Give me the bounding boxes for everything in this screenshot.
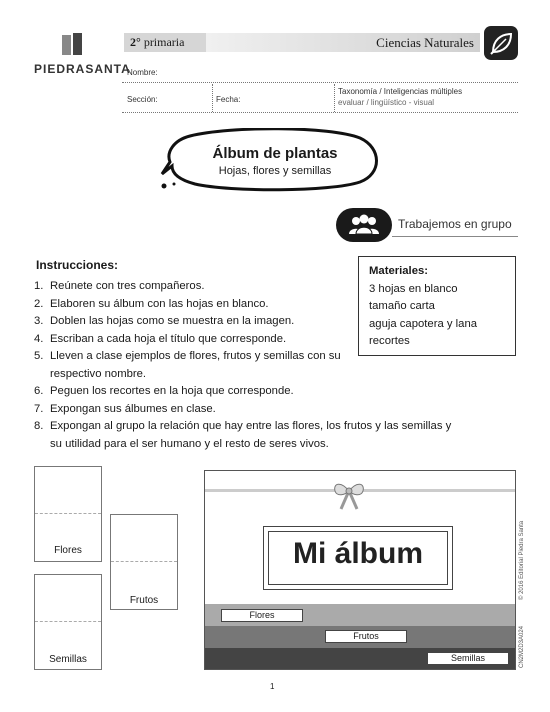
grade-number: 2° bbox=[130, 35, 141, 49]
album-tab-flores: Flores bbox=[221, 609, 303, 622]
instruction-step: 5. Lleven a clase ejemplos de flores, frutos y semillas con su respectivo nombre. bbox=[34, 350, 341, 380]
fold-line bbox=[35, 621, 101, 622]
album-title: Mi álbum bbox=[292, 537, 423, 570]
section-label: Sección: bbox=[127, 95, 158, 104]
bow-icon bbox=[331, 475, 367, 511]
fold-line bbox=[111, 561, 177, 562]
sheet-label: Flores bbox=[54, 545, 82, 556]
publisher-name: PIEDRASANTA bbox=[34, 62, 131, 76]
instructions-heading: Instrucciones: bbox=[36, 258, 119, 272]
taxonomy-title: Taxonomía / Inteligencias múltiples bbox=[338, 87, 463, 96]
date-label: Fecha: bbox=[216, 95, 241, 104]
materials-box bbox=[358, 256, 516, 356]
instruction-step: 6. Peguen los recortes en la hoja que corresponde. bbox=[34, 385, 294, 397]
instruction-step: 7. Expongan sus álbumes en clase. bbox=[34, 402, 216, 415]
activity-subtitle: Hojas, flores y semillas bbox=[218, 165, 332, 177]
name-label: Nombre: bbox=[127, 68, 158, 77]
taxonomy-values: evaluar / lingüístico - visual bbox=[338, 98, 435, 107]
grade-label bbox=[124, 33, 206, 52]
materials-item: aguja capotera y lana bbox=[369, 317, 478, 330]
instruction-step: 8. Expongan al grupo la relación que hay entre las flores, los frutos y las semillas y su utilidad para el ser humano y el resto de seres vivos. bbox=[34, 420, 452, 450]
people-group-icon bbox=[336, 208, 392, 242]
divider bbox=[334, 84, 335, 112]
leaf-icon bbox=[484, 26, 518, 60]
copyright-note: © 2016 Editorial Piedra Santa bbox=[519, 520, 525, 600]
page-number: 1 bbox=[270, 682, 275, 691]
materials-item: 3 hojas en blanco bbox=[369, 282, 458, 295]
album-tab-semillas: Semillas bbox=[427, 652, 509, 665]
page-code: CN2M2D3A024 bbox=[519, 625, 525, 668]
activity-title: Álbum de plantas bbox=[212, 145, 338, 162]
album-title-frame bbox=[263, 526, 453, 590]
instruction-step: 4. Escriban a cada hoja el título que corresponde. bbox=[34, 332, 287, 345]
grade-level: primaria bbox=[140, 35, 185, 49]
instruction-step: 1. Reúnete con tres compañeros. bbox=[34, 280, 205, 292]
folded-sheet-flores bbox=[34, 466, 102, 562]
subject-title: Ciencias Naturales bbox=[206, 33, 480, 52]
folded-sheet-semillas bbox=[34, 574, 102, 670]
materials-item: recortes bbox=[369, 335, 410, 347]
sheet-label: Frutos bbox=[129, 595, 159, 606]
instruction-step: 3. Doblen las hojas como se muestra en la imagen. bbox=[34, 315, 295, 327]
name-field-line[interactable] bbox=[122, 82, 518, 83]
divider bbox=[212, 84, 213, 112]
group-underline bbox=[392, 236, 518, 237]
group-work-label: Trabajemos en grupo bbox=[398, 217, 512, 231]
album-tab-frutos: Frutos bbox=[325, 630, 407, 643]
fold-line bbox=[35, 513, 101, 514]
form-bottom-line bbox=[122, 112, 518, 113]
publisher-logo-icon bbox=[62, 33, 84, 57]
sheet-label: Semillas bbox=[49, 654, 87, 665]
instruction-step: 2. Elaboren su álbum con las hojas en blanco. bbox=[34, 297, 269, 310]
album-illustration bbox=[204, 470, 516, 670]
folded-sheet-frutos bbox=[110, 514, 178, 610]
materials-heading: Materiales: bbox=[369, 265, 429, 277]
materials-item: tamaño carta bbox=[369, 300, 435, 312]
